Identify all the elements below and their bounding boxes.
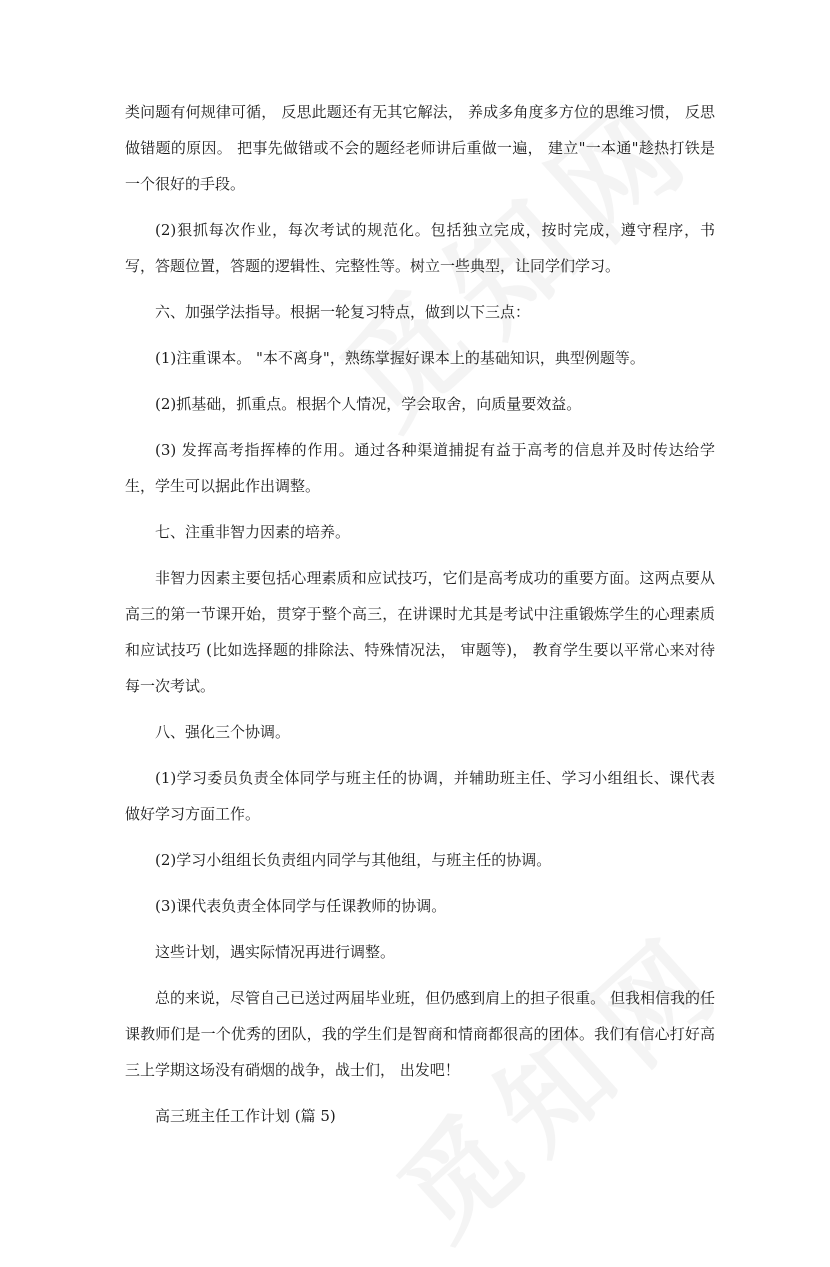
section-heading-8: 八、强化三个协调。	[155, 723, 291, 741]
document-body	[125, 94, 715, 1144]
paragraph-summary: 总的来说，尽管自己已送过两届毕业班，但仍感到肩上的担子很重。 但我相信我的任课教师们是一个优秀的团队，我的学生们是智商和情商都很高的团体。我们有信心打好高三上学期这场没有硝烟的战争，战士们， 出发吧！	[125, 989, 715, 1079]
list-item-8-2: (2)学习小组组长负责组内同学与其他组，与班主任的协调。	[155, 851, 552, 869]
section-heading-7: 七、注重非智力因素的培养。	[155, 523, 351, 541]
list-item-6-2: (2)抓基础，抓重点。根据个人情况，学会取舍，向质量要效益。	[155, 395, 582, 413]
paragraph-adjust: 这些计划，遇实际情况再进行调整。	[155, 943, 396, 961]
paragraph-non-intellectual: 非智力因素主要包括心理素质和应试技巧，它们是高考成功的重要方面。这两点要从高三的第一节课开始，贯穿于整个高三，在讲课时尤其是考试中注重锻炼学生的心理素质和应试技巧 (比如选择题的排除法、特殊情况法， 审题等)， 教育学生要以平常心来对待每一次考试。	[125, 569, 715, 695]
list-item-6-3: (3) 发挥高考指挥棒的作用。通过各种渠道捕捉有益于高考的信息并及时传达给学生，学生可以据此作出调整。	[125, 441, 715, 495]
next-section-title: 高三班主任工作计划 (篇 5)	[155, 1107, 336, 1125]
section-heading-6: 六、加强学法指导。根据一轮复习特点，做到以下三点：	[155, 303, 531, 321]
paragraph-continuation: 类问题有何规律可循， 反思此题还有无其它解法， 养成多角度多方位的思维习惯， 反思做错题的原因。 把事先做错或不会的题经老师讲后重做一遍， 建立"一本通"趁热打铁是一个很好的手段。	[125, 103, 715, 193]
paragraph-homework-standard: (2)狠抓每次作业，每次考试的规范化。包括独立完成，按时完成，遵守程序，书写，答题位置，答题的逻辑性、完整性等。树立一些典型，让同学们学习。	[125, 221, 715, 275]
list-item-8-3: (3)课代表负责全体同学与任课教师的协调。	[155, 897, 447, 915]
list-item-8-1: (1)学习委员负责全体同学与班主任的协调，并辅助班主任、学习小组组长、课代表做好学习方面工作。	[125, 769, 715, 823]
list-item-6-1: (1)注重课本。 "本不离身"，熟练掌握好课本上的基础知识，典型例题等。	[155, 349, 645, 367]
